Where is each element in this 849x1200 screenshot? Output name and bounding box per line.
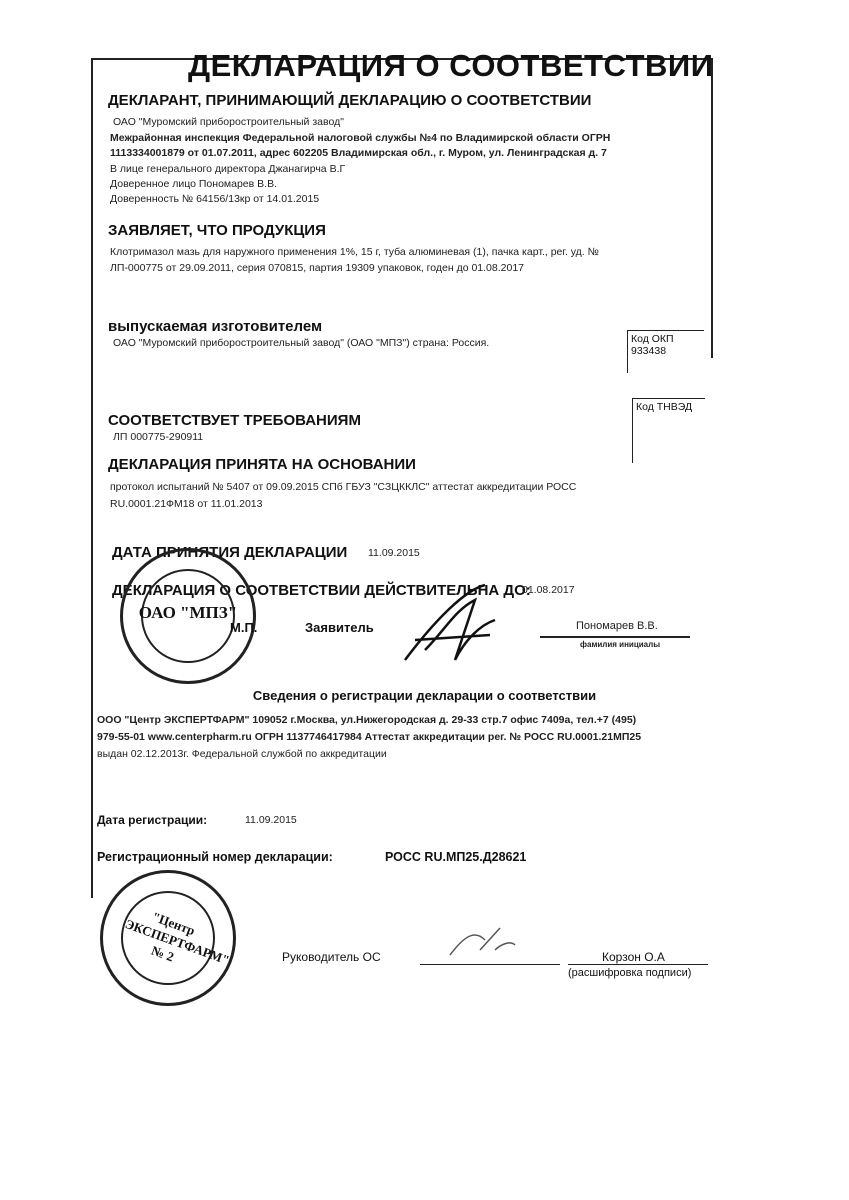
seal-place-label: М.П. <box>230 620 258 635</box>
frame-right <box>711 58 713 358</box>
adoption-label: ДАТА ПРИНЯТИЯ ДЕКЛАРАЦИИ <box>112 544 348 561</box>
declarant-line: ОАО "Муромский приборостроительный завод" <box>113 116 344 128</box>
manufacturer-line: ОАО "Муромский приборостроительный завод" (ОАО "МПЗ") страна: Россия. <box>113 337 490 349</box>
head-name: Корзон О.А <box>602 950 665 964</box>
manufacturer-heading: выпускаемая изготовителем <box>108 318 323 335</box>
declarant-heading: ДЕКЛАРАНТ, ПРИНИМАЮЩИЙ ДЕКЛАРАЦИЮ О СООТВЕТСТВИИ <box>108 92 592 109</box>
stamp-text: "Центр ЭКСПЕРТФАРМ" № 2 <box>123 908 232 968</box>
frame-left <box>91 58 93 898</box>
head-name-caption: (расшифровка подписи) <box>568 967 692 979</box>
company-stamp <box>120 548 256 684</box>
head-signature <box>440 920 520 965</box>
applicant-signature <box>395 580 505 670</box>
document-title: ДЕКЛАРАЦИЯ О СООТВЕТСТВИИ <box>188 48 714 83</box>
declarant-line: Доверенность № 64156/13кр от 14.01.2015 <box>110 193 320 205</box>
registration-date: 11.09.2015 <box>245 814 297 826</box>
name-caption: фамилия инициалы <box>580 640 661 649</box>
basis-line: RU.0001.21ФМ18 от 11.01.2013 <box>110 498 263 510</box>
stamp-text: ОАО "МПЗ" <box>138 603 238 622</box>
declarant-line: 1113334001879 от 01.07.2011, адрес 602205 Владимирская обл., г. Муром, ул. Ленинградская д. 7 <box>110 147 607 159</box>
head-name-line <box>568 964 708 965</box>
okp-value: 933438 <box>631 345 667 357</box>
declarant-line: В лице генерального директора Джанагирча В.Г <box>110 163 346 175</box>
registration-date-label: Дата регистрации: <box>97 813 208 827</box>
registration-line: ООО "Центр ЭКСПЕРТФАРМ" 109052 г.Москва, ул.Нижегородская д. 29-33 стр.7 офис 7409а, тел.+7 (495) <box>97 714 637 726</box>
applicant-name: Пономарев В.В. <box>576 620 658 632</box>
adoption-date: 11.09.2015 <box>368 547 420 559</box>
registration-line: выдан 02.12.2013г. Федеральной службой по аккредитации <box>97 748 387 760</box>
certifier-stamp <box>100 870 236 1006</box>
product-line: Клотримазол мазь для наружного применения 1%, 15 г, туба алюминевая (1), пачка карт., рег. уд. № <box>110 246 599 258</box>
okp-label: Код ОКП <box>631 333 674 345</box>
registration-number: РОСС RU.МП25.Д28621 <box>385 850 527 864</box>
product-heading: ЗАЯВЛЯЕТ, ЧТО ПРОДУКЦИЯ <box>108 222 326 239</box>
product-line: ЛП-000775 от 29.09.2011, серия 070815, партия 19309 упаковок, годен до 01.08.2017 <box>110 262 525 274</box>
applicant-label: Заявитель <box>305 620 374 635</box>
basis-line: протокол испытаний № 5407 от 09.09.2015 СПб ГБУЗ "СЗЦККЛС" аттестат аккредитации РОСС <box>110 481 577 493</box>
tnved-label: Код ТНВЭД <box>636 401 693 413</box>
tnved-box <box>632 398 705 463</box>
validity-date: 01.08.2017 <box>522 584 575 596</box>
registration-heading: Сведения о регистрации декларации о соответствии <box>252 688 597 703</box>
registration-number-label: Регистрационный номер декларации: <box>97 850 333 864</box>
requirements-line: ЛП 000775-290911 <box>113 431 204 443</box>
requirements-heading: СООТВЕТСТВУЕТ ТРЕБОВАНИЯМ <box>108 412 361 429</box>
head-signature-line <box>420 964 560 965</box>
okp-box <box>627 330 704 373</box>
registration-line: 979-55-01 www.centerpharm.ru ОГРН 1137746417984 Аттестат аккредитации рег. № РОСС RU.0001.21МП25 <box>97 731 642 743</box>
declarant-line: Межрайонная инспекция Федеральной налоговой службы №4 по Владимирской области ОГРН <box>110 132 611 144</box>
signature-line <box>540 636 690 638</box>
declarant-line: Доверенное лицо Пономарев В.В. <box>110 178 277 190</box>
basis-heading: ДЕКЛАРАЦИЯ ПРИНЯТА НА ОСНОВАНИИ <box>108 456 416 473</box>
validity-label: ДЕКЛАРАЦИЯ О СООТВЕТСТВИИ ДЕЙСТВИТЕЛЬНА ДО: <box>112 582 531 599</box>
head-role-label: Руководитель ОС <box>282 950 381 964</box>
